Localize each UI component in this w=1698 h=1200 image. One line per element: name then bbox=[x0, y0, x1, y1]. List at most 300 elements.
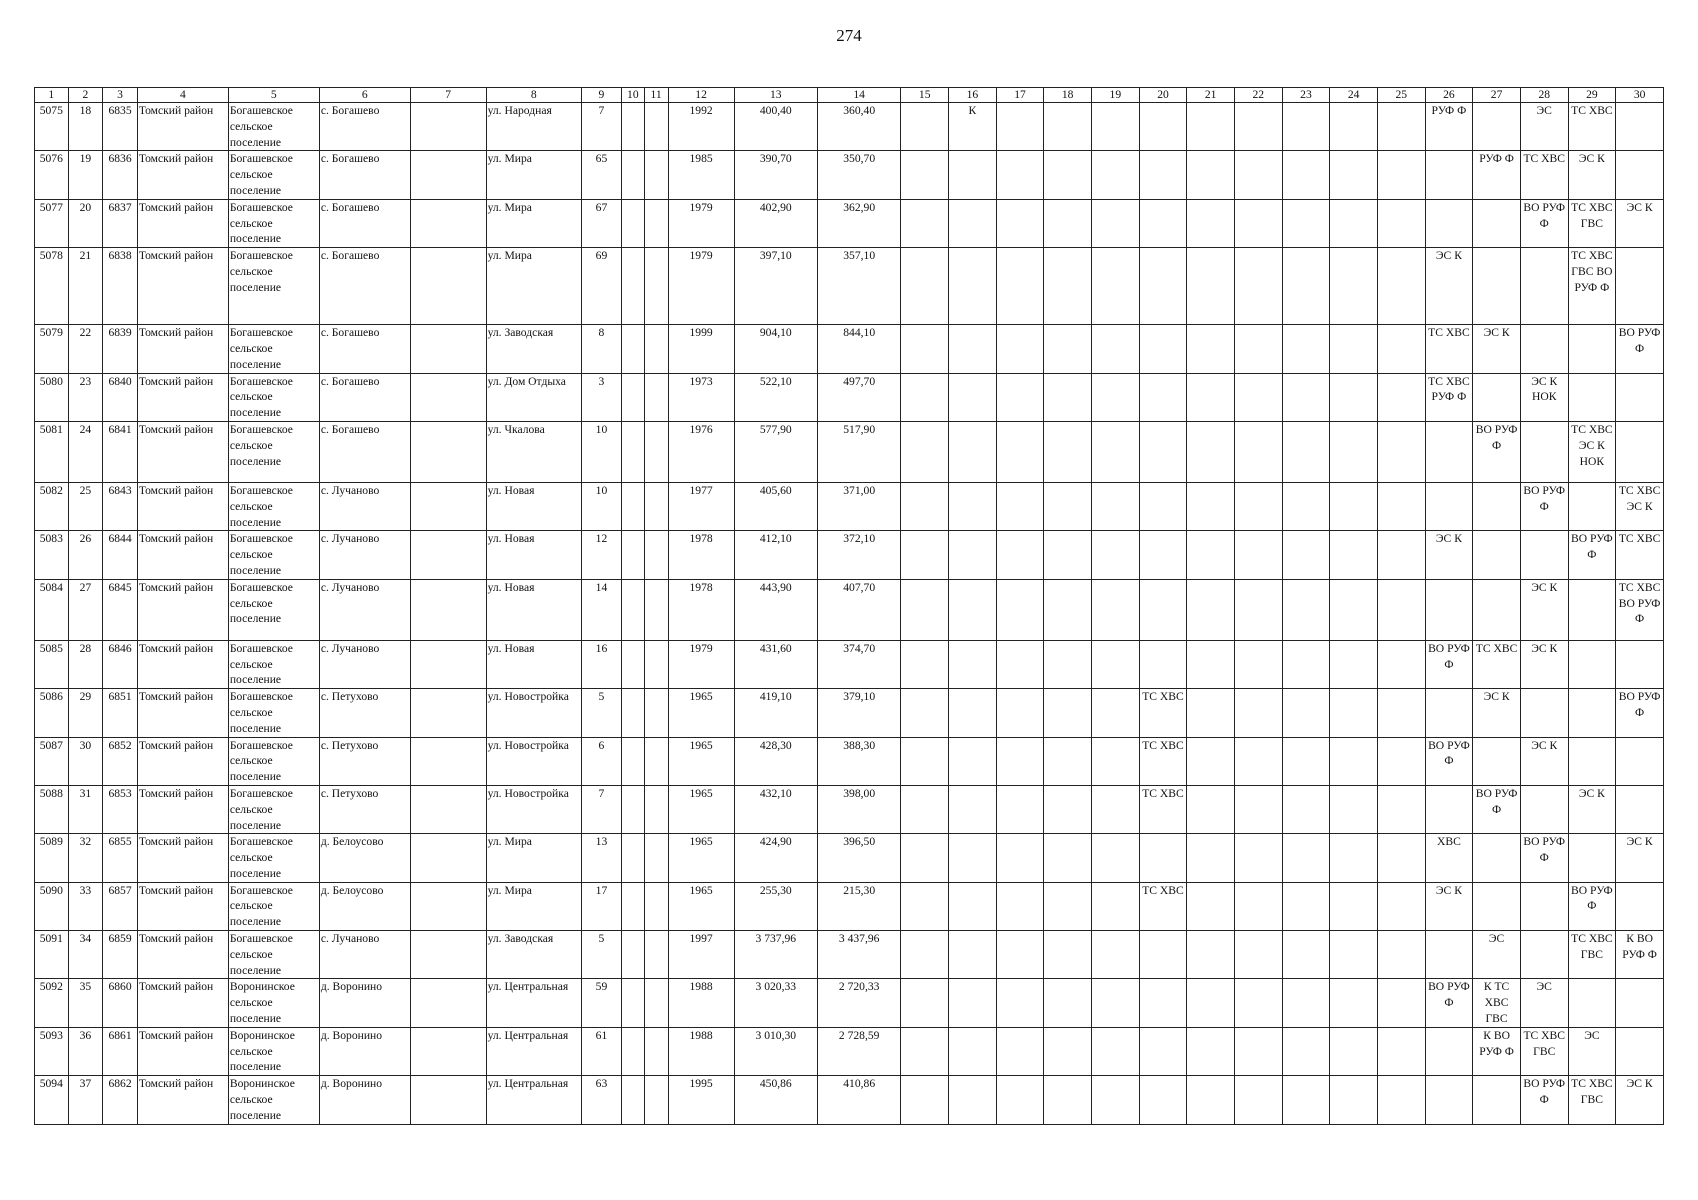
cell-service-21 bbox=[1187, 325, 1235, 373]
cell-street: ул. Центральная bbox=[486, 1027, 581, 1075]
cell-service-23 bbox=[1282, 248, 1330, 325]
cell-total-area: 522,10 bbox=[734, 373, 817, 421]
cell-service-28 bbox=[1520, 882, 1568, 930]
cell-service-27 bbox=[1473, 1076, 1521, 1124]
cell-object-id: 6837 bbox=[103, 199, 138, 247]
cell-row-seq: 29 bbox=[68, 689, 103, 737]
cell-service-25 bbox=[1377, 640, 1425, 688]
cell-service-16 bbox=[949, 482, 997, 530]
cell-row-id: 5080 bbox=[35, 373, 69, 421]
cell-service-18 bbox=[1044, 1027, 1092, 1075]
cell-service-20: ТС ХВС bbox=[1139, 737, 1187, 785]
column-header-7: 7 bbox=[410, 88, 486, 103]
cell-service-22 bbox=[1234, 103, 1282, 151]
cell-col-10 bbox=[621, 689, 644, 737]
cell-service-17 bbox=[996, 1076, 1044, 1124]
cell-locality: д. Воронино bbox=[319, 1027, 410, 1075]
cell-service-19 bbox=[1092, 325, 1140, 373]
cell-col-10 bbox=[621, 1027, 644, 1075]
column-header-29: 29 bbox=[1568, 88, 1616, 103]
cell-service-24 bbox=[1330, 579, 1378, 640]
cell-col-10 bbox=[621, 579, 644, 640]
cell-living-area: 350,70 bbox=[817, 151, 900, 199]
column-header-16: 16 bbox=[949, 88, 997, 103]
cell-service-30: ЭС К bbox=[1616, 834, 1664, 882]
cell-service-28: ТС ХВС ГВС bbox=[1520, 1027, 1568, 1075]
table-row bbox=[35, 482, 1664, 530]
cell-service-27: К ТС ХВС ГВС bbox=[1473, 979, 1521, 1027]
cell-street: ул. Новостройка bbox=[486, 737, 581, 785]
cell-build-year: 1973 bbox=[668, 373, 734, 421]
cell-service-21 bbox=[1187, 199, 1235, 247]
cell-service-16 bbox=[949, 531, 997, 579]
table-row bbox=[35, 979, 1664, 1027]
cell-service-22 bbox=[1234, 199, 1282, 247]
cell-service-16 bbox=[949, 1027, 997, 1075]
cell-service-25 bbox=[1377, 1076, 1425, 1124]
cell-col-7 bbox=[410, 248, 486, 325]
cell-service-29: ТС ХВС ГВС bbox=[1568, 1076, 1616, 1124]
cell-street: ул. Мира bbox=[486, 248, 581, 325]
cell-row-id: 5093 bbox=[35, 1027, 69, 1075]
cell-house-number: 12 bbox=[581, 531, 621, 579]
cell-service-16 bbox=[949, 737, 997, 785]
cell-settlement: Богашевское сельское поселение bbox=[228, 579, 319, 640]
cell-house-number: 17 bbox=[581, 882, 621, 930]
cell-service-19 bbox=[1092, 1076, 1140, 1124]
cell-service-15 bbox=[901, 199, 949, 247]
cell-build-year: 1992 bbox=[668, 103, 734, 151]
cell-settlement: Богашевское сельское поселение bbox=[228, 373, 319, 421]
cell-row-seq: 20 bbox=[68, 199, 103, 247]
cell-col-7 bbox=[410, 482, 486, 530]
cell-service-22 bbox=[1234, 482, 1282, 530]
cell-col-7 bbox=[410, 1027, 486, 1075]
cell-service-27 bbox=[1473, 103, 1521, 151]
table-row bbox=[35, 882, 1664, 930]
cell-col-7 bbox=[410, 325, 486, 373]
cell-build-year: 1965 bbox=[668, 834, 734, 882]
cell-service-19 bbox=[1092, 579, 1140, 640]
cell-service-22 bbox=[1234, 882, 1282, 930]
cell-service-26 bbox=[1425, 421, 1473, 482]
cell-district: Томский район bbox=[137, 373, 228, 421]
cell-service-15 bbox=[901, 421, 949, 482]
cell-service-30: ТС ХВС ВО РУФ Ф bbox=[1616, 579, 1664, 640]
cell-service-28: ЭС К НОК bbox=[1520, 373, 1568, 421]
cell-service-23 bbox=[1282, 1027, 1330, 1075]
cell-service-17 bbox=[996, 689, 1044, 737]
cell-build-year: 1979 bbox=[668, 640, 734, 688]
cell-service-18 bbox=[1044, 421, 1092, 482]
cell-service-26: ВО РУФ Ф bbox=[1425, 737, 1473, 785]
cell-total-area: 443,90 bbox=[734, 579, 817, 640]
table-row bbox=[35, 785, 1664, 833]
cell-col-11 bbox=[644, 834, 668, 882]
cell-service-15 bbox=[901, 482, 949, 530]
cell-build-year: 1978 bbox=[668, 579, 734, 640]
cell-row-id: 5087 bbox=[35, 737, 69, 785]
column-header-23: 23 bbox=[1282, 88, 1330, 103]
cell-district: Томский район bbox=[137, 248, 228, 325]
cell-settlement: Богашевское сельское поселение bbox=[228, 103, 319, 151]
column-header-3: 3 bbox=[103, 88, 138, 103]
cell-service-17 bbox=[996, 882, 1044, 930]
cell-locality: с. Богашево bbox=[319, 325, 410, 373]
cell-service-27 bbox=[1473, 834, 1521, 882]
cell-service-28: ВО РУФ Ф bbox=[1520, 199, 1568, 247]
cell-service-15 bbox=[901, 373, 949, 421]
cell-service-22 bbox=[1234, 1027, 1282, 1075]
cell-service-19 bbox=[1092, 103, 1140, 151]
cell-service-21 bbox=[1187, 1076, 1235, 1124]
cell-object-id: 6862 bbox=[103, 1076, 138, 1124]
cell-service-25 bbox=[1377, 325, 1425, 373]
cell-service-30: ЭС К bbox=[1616, 199, 1664, 247]
cell-living-area: 410,86 bbox=[817, 1076, 900, 1124]
cell-service-28: ЭС К bbox=[1520, 640, 1568, 688]
cell-object-id: 6853 bbox=[103, 785, 138, 833]
cell-service-26: ВО РУФ Ф bbox=[1425, 979, 1473, 1027]
cell-house-number: 10 bbox=[581, 482, 621, 530]
column-header-26: 26 bbox=[1425, 88, 1473, 103]
cell-service-29: ТС ХВС ГВС ВО РУФ Ф bbox=[1568, 248, 1616, 325]
cell-service-25 bbox=[1377, 785, 1425, 833]
cell-district: Томский район bbox=[137, 882, 228, 930]
cell-service-27: ВО РУФ Ф bbox=[1473, 421, 1521, 482]
cell-service-16 bbox=[949, 640, 997, 688]
cell-object-id: 6859 bbox=[103, 931, 138, 979]
cell-service-29 bbox=[1568, 482, 1616, 530]
cell-street: ул. Новостройка bbox=[486, 785, 581, 833]
cell-service-29: ТС ХВС ГВС bbox=[1568, 199, 1616, 247]
cell-service-23 bbox=[1282, 531, 1330, 579]
table-body bbox=[35, 103, 1664, 1125]
cell-service-24 bbox=[1330, 325, 1378, 373]
cell-col-10 bbox=[621, 531, 644, 579]
cell-service-15 bbox=[901, 640, 949, 688]
cell-service-24 bbox=[1330, 531, 1378, 579]
cell-living-area: 388,30 bbox=[817, 737, 900, 785]
cell-build-year: 1976 bbox=[668, 421, 734, 482]
cell-service-25 bbox=[1377, 1027, 1425, 1075]
cell-service-26: ХВС bbox=[1425, 834, 1473, 882]
cell-col-10 bbox=[621, 979, 644, 1027]
table-row bbox=[35, 834, 1664, 882]
column-header-4: 4 bbox=[137, 88, 228, 103]
cell-street: ул. Чкалова bbox=[486, 421, 581, 482]
cell-service-23 bbox=[1282, 373, 1330, 421]
cell-locality: д. Белоусово bbox=[319, 882, 410, 930]
cell-col-7 bbox=[410, 882, 486, 930]
cell-service-19 bbox=[1092, 882, 1140, 930]
cell-service-28: ЭС bbox=[1520, 979, 1568, 1027]
cell-object-id: 6846 bbox=[103, 640, 138, 688]
cell-service-21 bbox=[1187, 248, 1235, 325]
cell-build-year: 1965 bbox=[668, 785, 734, 833]
cell-service-22 bbox=[1234, 248, 1282, 325]
cell-settlement: Богашевское сельское поселение bbox=[228, 931, 319, 979]
cell-row-seq: 28 bbox=[68, 640, 103, 688]
cell-service-25 bbox=[1377, 689, 1425, 737]
cell-total-area: 577,90 bbox=[734, 421, 817, 482]
cell-total-area: 904,10 bbox=[734, 325, 817, 373]
cell-settlement: Богашевское сельское поселение bbox=[228, 421, 319, 482]
cell-service-16 bbox=[949, 882, 997, 930]
cell-service-15 bbox=[901, 931, 949, 979]
cell-street: ул. Народная bbox=[486, 103, 581, 151]
cell-service-29 bbox=[1568, 640, 1616, 688]
cell-service-20: ТС ХВС bbox=[1139, 882, 1187, 930]
cell-service-23 bbox=[1282, 151, 1330, 199]
cell-service-29 bbox=[1568, 979, 1616, 1027]
cell-house-number: 61 bbox=[581, 1027, 621, 1075]
header-row bbox=[35, 88, 1664, 103]
cell-house-number: 14 bbox=[581, 579, 621, 640]
cell-col-7 bbox=[410, 785, 486, 833]
cell-row-seq: 23 bbox=[68, 373, 103, 421]
cell-service-24 bbox=[1330, 1076, 1378, 1124]
cell-service-19 bbox=[1092, 151, 1140, 199]
column-header-10: 10 bbox=[621, 88, 644, 103]
cell-service-20 bbox=[1139, 640, 1187, 688]
cell-street: ул. Новая bbox=[486, 531, 581, 579]
cell-service-30 bbox=[1616, 151, 1664, 199]
cell-service-18 bbox=[1044, 482, 1092, 530]
cell-service-20 bbox=[1139, 421, 1187, 482]
cell-service-21 bbox=[1187, 421, 1235, 482]
cell-col-11 bbox=[644, 640, 668, 688]
cell-settlement: Богашевское сельское поселение bbox=[228, 199, 319, 247]
cell-service-16 bbox=[949, 1076, 997, 1124]
cell-service-20 bbox=[1139, 199, 1187, 247]
cell-service-25 bbox=[1377, 151, 1425, 199]
cell-service-29 bbox=[1568, 737, 1616, 785]
cell-object-id: 6844 bbox=[103, 531, 138, 579]
cell-service-25 bbox=[1377, 103, 1425, 151]
cell-service-21 bbox=[1187, 579, 1235, 640]
cell-service-26 bbox=[1425, 931, 1473, 979]
cell-service-26: ТС ХВС bbox=[1425, 325, 1473, 373]
cell-build-year: 1999 bbox=[668, 325, 734, 373]
cell-service-21 bbox=[1187, 640, 1235, 688]
cell-row-seq: 19 bbox=[68, 151, 103, 199]
cell-build-year: 1965 bbox=[668, 882, 734, 930]
cell-service-27 bbox=[1473, 482, 1521, 530]
column-header-9: 9 bbox=[581, 88, 621, 103]
cell-house-number: 6 bbox=[581, 737, 621, 785]
cell-service-18 bbox=[1044, 103, 1092, 151]
page-number: 274 bbox=[836, 26, 862, 45]
column-header-22: 22 bbox=[1234, 88, 1282, 103]
column-header-20: 20 bbox=[1139, 88, 1187, 103]
cell-settlement: Богашевское сельское поселение bbox=[228, 482, 319, 530]
cell-object-id: 6836 bbox=[103, 151, 138, 199]
cell-service-17 bbox=[996, 482, 1044, 530]
cell-service-19 bbox=[1092, 482, 1140, 530]
cell-locality: с. Богашево bbox=[319, 151, 410, 199]
cell-service-29 bbox=[1568, 689, 1616, 737]
cell-service-28: ВО РУФ Ф bbox=[1520, 834, 1568, 882]
cell-service-20 bbox=[1139, 834, 1187, 882]
cell-service-20 bbox=[1139, 1076, 1187, 1124]
column-header-21: 21 bbox=[1187, 88, 1235, 103]
cell-col-11 bbox=[644, 689, 668, 737]
cell-service-19 bbox=[1092, 1027, 1140, 1075]
column-header-18: 18 bbox=[1044, 88, 1092, 103]
cell-service-30 bbox=[1616, 103, 1664, 151]
cell-service-17 bbox=[996, 373, 1044, 421]
cell-service-15 bbox=[901, 151, 949, 199]
cell-service-18 bbox=[1044, 979, 1092, 1027]
cell-col-11 bbox=[644, 882, 668, 930]
cell-service-21 bbox=[1187, 979, 1235, 1027]
cell-service-17 bbox=[996, 248, 1044, 325]
cell-service-20 bbox=[1139, 103, 1187, 151]
cell-service-26: ЭС К bbox=[1425, 882, 1473, 930]
cell-service-23 bbox=[1282, 931, 1330, 979]
cell-service-16 bbox=[949, 931, 997, 979]
cell-build-year: 1979 bbox=[668, 199, 734, 247]
cell-settlement: Воронинское сельское поселение bbox=[228, 1027, 319, 1075]
cell-service-24 bbox=[1330, 248, 1378, 325]
cell-street: ул. Мира bbox=[486, 199, 581, 247]
cell-service-17 bbox=[996, 325, 1044, 373]
cell-district: Томский район bbox=[137, 531, 228, 579]
cell-row-id: 5082 bbox=[35, 482, 69, 530]
cell-service-17 bbox=[996, 834, 1044, 882]
cell-house-number: 7 bbox=[581, 103, 621, 151]
cell-locality: с. Богашево bbox=[319, 421, 410, 482]
cell-col-10 bbox=[621, 834, 644, 882]
cell-service-23 bbox=[1282, 882, 1330, 930]
column-header-8: 8 bbox=[486, 88, 581, 103]
cell-row-seq: 24 bbox=[68, 421, 103, 482]
cell-locality: д. Белоусово bbox=[319, 834, 410, 882]
cell-total-area: 424,90 bbox=[734, 834, 817, 882]
cell-service-22 bbox=[1234, 325, 1282, 373]
cell-service-24 bbox=[1330, 979, 1378, 1027]
cell-row-id: 5094 bbox=[35, 1076, 69, 1124]
cell-service-18 bbox=[1044, 531, 1092, 579]
cell-service-30: К ВО РУФ Ф bbox=[1616, 931, 1664, 979]
cell-service-22 bbox=[1234, 931, 1282, 979]
cell-row-id: 5076 bbox=[35, 151, 69, 199]
cell-total-area: 428,30 bbox=[734, 737, 817, 785]
cell-locality: с. Богашево bbox=[319, 199, 410, 247]
cell-service-19 bbox=[1092, 979, 1140, 1027]
cell-col-10 bbox=[621, 640, 644, 688]
cell-service-23 bbox=[1282, 979, 1330, 1027]
cell-service-17 bbox=[996, 151, 1044, 199]
column-header-5: 5 bbox=[228, 88, 319, 103]
cell-service-25 bbox=[1377, 373, 1425, 421]
cell-service-18 bbox=[1044, 373, 1092, 421]
cell-row-seq: 18 bbox=[68, 103, 103, 151]
cell-service-26 bbox=[1425, 151, 1473, 199]
cell-col-7 bbox=[410, 1076, 486, 1124]
cell-col-11 bbox=[644, 325, 668, 373]
cell-service-25 bbox=[1377, 199, 1425, 247]
cell-row-seq: 35 bbox=[68, 979, 103, 1027]
cell-col-11 bbox=[644, 1076, 668, 1124]
cell-col-11 bbox=[644, 579, 668, 640]
table-row bbox=[35, 199, 1664, 247]
cell-service-17 bbox=[996, 640, 1044, 688]
cell-locality: с. Петухово bbox=[319, 689, 410, 737]
cell-service-26 bbox=[1425, 689, 1473, 737]
table-row bbox=[35, 531, 1664, 579]
cell-total-area: 432,10 bbox=[734, 785, 817, 833]
cell-service-17 bbox=[996, 531, 1044, 579]
cell-service-24 bbox=[1330, 199, 1378, 247]
cell-row-seq: 21 bbox=[68, 248, 103, 325]
cell-service-25 bbox=[1377, 248, 1425, 325]
cell-service-27: К ВО РУФ Ф bbox=[1473, 1027, 1521, 1075]
table-row bbox=[35, 103, 1664, 151]
cell-service-20 bbox=[1139, 325, 1187, 373]
cell-service-22 bbox=[1234, 689, 1282, 737]
cell-col-10 bbox=[621, 482, 644, 530]
cell-street: ул. Мира bbox=[486, 151, 581, 199]
cell-total-area: 3 020,33 bbox=[734, 979, 817, 1027]
cell-settlement: Воронинское сельское поселение bbox=[228, 979, 319, 1027]
cell-col-11 bbox=[644, 531, 668, 579]
cell-service-18 bbox=[1044, 325, 1092, 373]
cell-service-21 bbox=[1187, 151, 1235, 199]
cell-row-id: 5089 bbox=[35, 834, 69, 882]
cell-locality: с. Лучаново bbox=[319, 531, 410, 579]
cell-settlement: Богашевское сельское поселение bbox=[228, 737, 319, 785]
cell-service-28 bbox=[1520, 931, 1568, 979]
cell-col-11 bbox=[644, 1027, 668, 1075]
cell-service-28: ЭС К bbox=[1520, 737, 1568, 785]
cell-service-28 bbox=[1520, 248, 1568, 325]
cell-service-23 bbox=[1282, 199, 1330, 247]
cell-col-7 bbox=[410, 737, 486, 785]
cell-service-28 bbox=[1520, 785, 1568, 833]
cell-service-20 bbox=[1139, 579, 1187, 640]
cell-service-26 bbox=[1425, 199, 1473, 247]
cell-col-11 bbox=[644, 199, 668, 247]
cell-row-seq: 30 bbox=[68, 737, 103, 785]
cell-total-area: 400,40 bbox=[734, 103, 817, 151]
cell-service-29 bbox=[1568, 373, 1616, 421]
cell-service-28 bbox=[1520, 531, 1568, 579]
cell-settlement: Богашевское сельское поселение bbox=[228, 689, 319, 737]
table-row bbox=[35, 931, 1664, 979]
cell-service-18 bbox=[1044, 931, 1092, 979]
cell-col-7 bbox=[410, 103, 486, 151]
cell-service-26: ЭС К bbox=[1425, 248, 1473, 325]
cell-service-27 bbox=[1473, 579, 1521, 640]
cell-street: ул. Заводская bbox=[486, 325, 581, 373]
column-header-2: 2 bbox=[68, 88, 103, 103]
cell-row-seq: 22 bbox=[68, 325, 103, 373]
cell-build-year: 1988 bbox=[668, 1027, 734, 1075]
cell-col-10 bbox=[621, 103, 644, 151]
cell-district: Томский район bbox=[137, 1076, 228, 1124]
cell-service-24 bbox=[1330, 103, 1378, 151]
cell-service-20 bbox=[1139, 1027, 1187, 1075]
cell-col-10 bbox=[621, 373, 644, 421]
cell-service-26: ЭС К bbox=[1425, 531, 1473, 579]
cell-service-16 bbox=[949, 151, 997, 199]
cell-service-15 bbox=[901, 248, 949, 325]
table-row bbox=[35, 737, 1664, 785]
cell-service-23 bbox=[1282, 834, 1330, 882]
cell-col-10 bbox=[621, 421, 644, 482]
